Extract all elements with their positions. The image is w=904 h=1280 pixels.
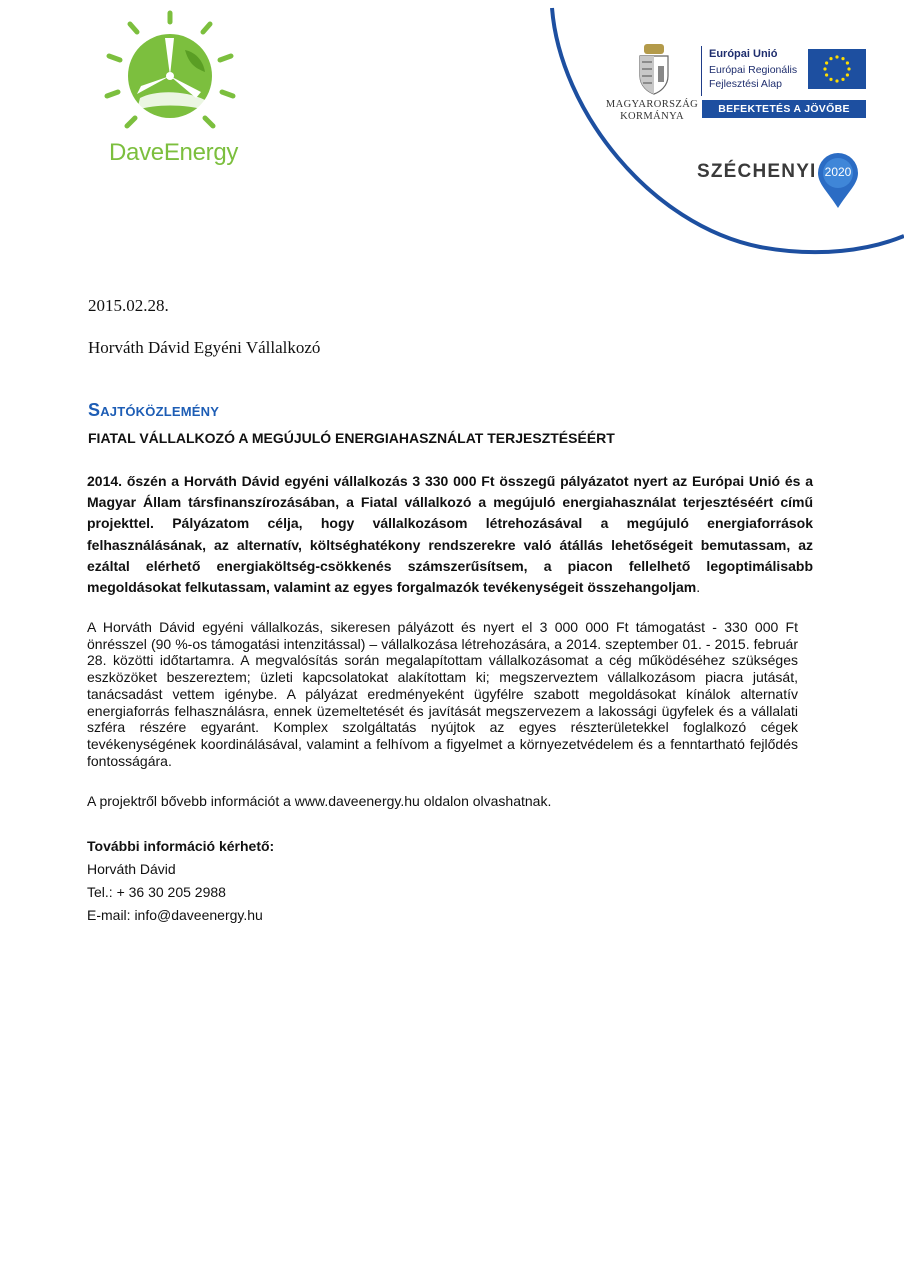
lead-paragraph bbox=[87, 471, 813, 598]
press-release-subtitle: FIATAL VÁLLALKOZÓ A MEGÚJULÓ ENERGIAHASZNÁLAT TERJESZTÉSÉÉRT bbox=[88, 430, 615, 446]
government-line-1: MAGYARORSZÁG bbox=[605, 99, 699, 110]
contact-email: E-mail: info@daveenergy.hu bbox=[87, 907, 263, 923]
eu-flag-icon bbox=[808, 49, 866, 89]
programme-name: SZÉCHENYI bbox=[697, 161, 817, 182]
lead-text: 2014. őszén a Horváth Dávid egyéni vállalkozás 3 330 000 Ft összegű pályázatot nyert az Európai Unió és a Magyar Állam társfinanszírozásában, a Fiatal vállalkozó a megújuló energiahasználat terjesztéséért című projekttel. Pályázatom célja, hogy vállalkozásom létrehozásával a megújuló energiaforrások felhasználásának, az alternatív, költséghatékony rendszerekre való átállás lehetőségeit bemutassam, az ezáltal elérhető energiaköltség-csökkenés számszerűsítsem, a piacon fellelhető legoptimálisabb megoldásokat felkutassam, valamint az egyes forgalmazók tevékenységeit összehangoljam bbox=[87, 473, 813, 596]
lead-end: . bbox=[696, 579, 701, 596]
government-line-2: KORMÁNYA bbox=[620, 111, 684, 122]
contact-name: Horváth Dávid bbox=[87, 861, 176, 877]
press-release-title: Sajtóközlemény bbox=[88, 400, 220, 420]
eu-title: Európai Unió bbox=[709, 48, 778, 60]
contact-heading: További információ kérhető: bbox=[87, 838, 275, 854]
eu-fund-line-1: Európai Regionális bbox=[709, 64, 798, 76]
programme-year: 2020 bbox=[824, 165, 852, 179]
invest-tagline: BEFEKTETÉS A JÖVŐBE bbox=[702, 100, 866, 118]
wind-turbine-globe-icon bbox=[95, 10, 245, 140]
body-paragraph: A Horváth Dávid egyéni vállalkozás, sikeresen pályázott és nyert el 3 000 000 Ft támogatást - 330 000 Ft önrésszel (90 %-os támogatási intenzitással) – vállalkozása létrehozására, a 2014. szeptember 01. - 2015. február 28. közötti időtartamra. A megvalósítás során megalapítottam vállalkozásomat a cég működéséhez szükséges eszközöket beszereztem; üzleti kapcsolatokat alakítottam ki; megszerveztem vállalkozásom piacra jutását, tanácsadást vettem igénybe. A pályázat eredményeként ügyfélre szabott megoldásokat kínálok alternatív energiaforrás felhasználásra, ennek üzemeltetését és javítását megszervezem a lakossági ügyfelek és a vállalati szféra részére egyaránt. Komplex szolgáltatás nyújtok az egyes részterületekkel foglalkozó cégek tevékenységének koordinálásával, valamint a felhívom a figyelmet a környezetvédelem és a fenntartható fejlődés fontosságára. bbox=[87, 619, 798, 769]
letter-sender: Horváth Dávid Egyéni Vállalkozó bbox=[88, 338, 321, 357]
website-paragraph: A projektről bővebb információt a www.daveenergy.hu oldalon olvashatnak. bbox=[87, 793, 552, 809]
eu-fund-line-2: Fejlesztési Alap bbox=[709, 78, 782, 90]
company-logo bbox=[95, 10, 245, 170]
letter-date: 2015.02.28. bbox=[88, 296, 169, 315]
programme-pin-icon bbox=[816, 152, 860, 215]
eu-divider bbox=[701, 46, 702, 96]
company-logo-text: DaveEnergy bbox=[109, 139, 239, 166]
contact-phone: Tel.: + 36 30 205 2988 bbox=[87, 884, 226, 900]
coat-of-arms-icon bbox=[636, 42, 672, 96]
